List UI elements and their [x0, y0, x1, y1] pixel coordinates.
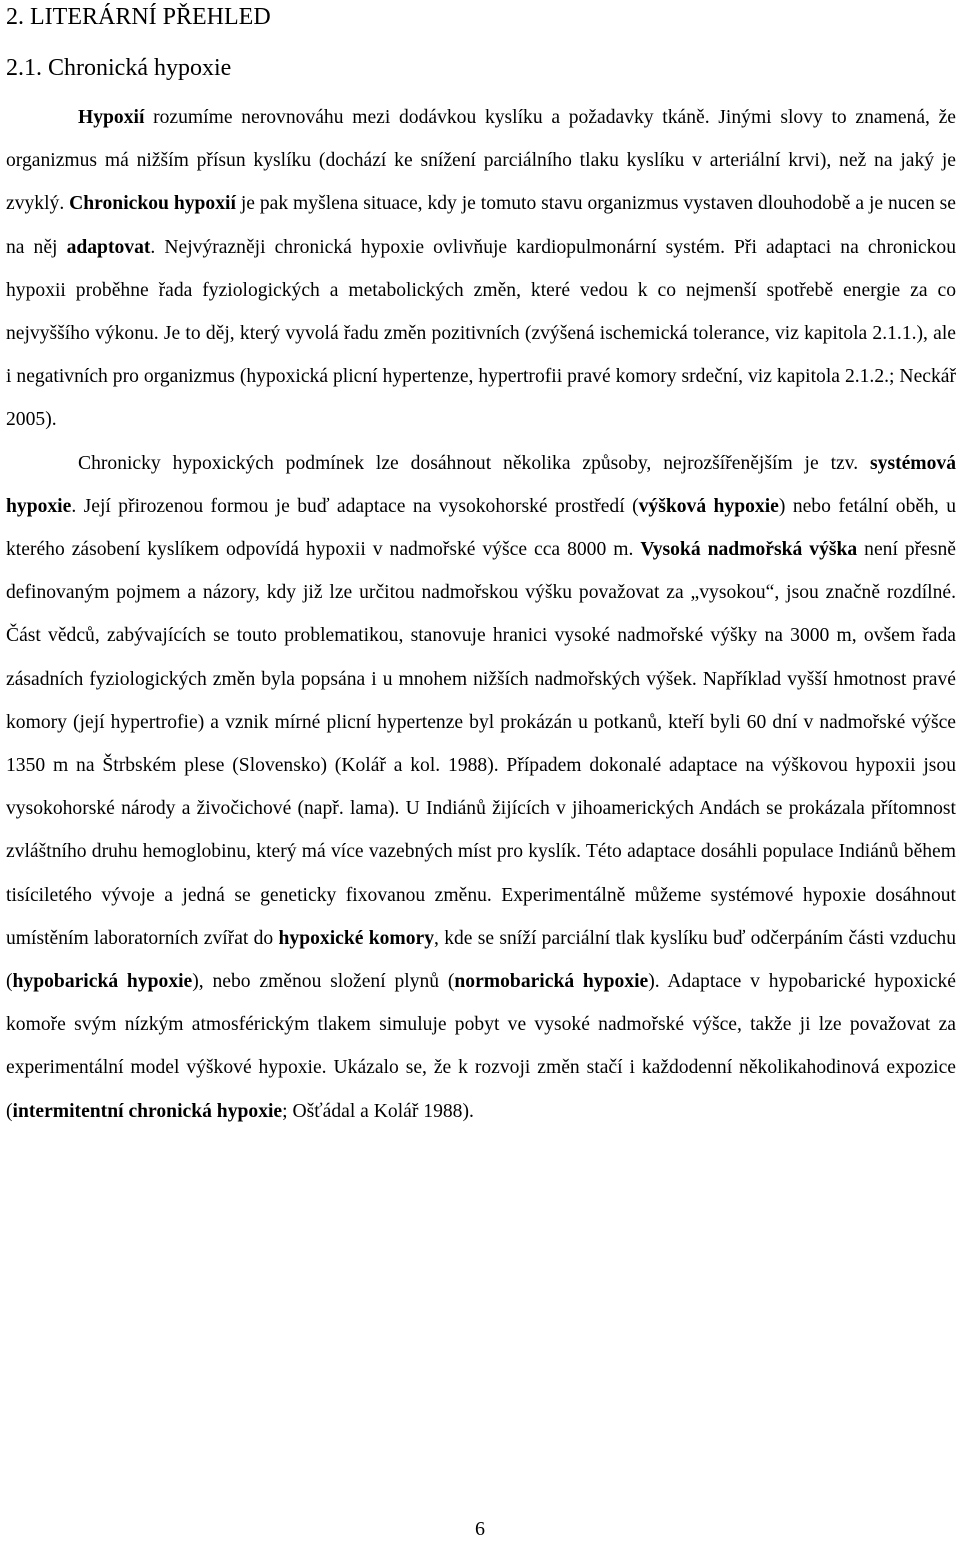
bold-term: normobarická hypoxie — [454, 971, 649, 993]
bold-term: hypoxické komory — [278, 927, 435, 949]
text-run: ). Adaptace v hypobarické hypoxické komoře svým nízkým atmosférickým tlakem simuluje pobyt ve vysoké nadmořské výšce, takže ji lze považovat za experimentální model výškové hypoxie. Ukázalo se, že k rozvoji změn stačí i každodenní několikahodinová expozice ( — [6, 971, 956, 1122]
text-run: , kde se sníží parciální tlak kyslíku buď odčerpáním části vzduchu ( — [6, 927, 957, 993]
paragraph-2 — [6, 442, 956, 1133]
text-run: ), nebo změnou složení plynů ( — [192, 971, 455, 993]
bold-term: intermitentní chronická hypoxie — [12, 1100, 283, 1122]
text-run: . Nejvýrazněji chronická hypoxie ovlivňuje kardiopulmonární systém. Při adaptaci na chronickou hypoxii proběhne řada fyziologických a metabolických změn, které vedou k co nejmenší spotřebě energie za co nejvyššího výkonu. Je to děj, který vyvolá řadu změn pozitivních (zvýšená ischemická tolerance, viz kapitola 2.1.1.), ale i negativních pro organizmus (hypoxická plicní hypertenze, hypertrofii pravé komory srdeční, viz kapitola 2.1.2.; Neckář 2005). — [6, 236, 956, 431]
page-number: 6 — [475, 1518, 485, 1540]
text-run: není přesně definovaným pojmem a názory, kdy již lze určitou nadmořskou výšku považovat za „vysokou“, jsou značně rozdílné. Část vědců, zabývajících se touto problematikou, stanovuje hranici vysoké nadmořské výšky na 3000 m, ovšem řada zásadních fyziologických změn byla popsána i u mnohem nižších nadmořských výšek. Například vyšší hmotnost pravé komory (její hypertrofie) a vznik mírné plicní hypertenze byl prokázán u potkanů, kteří byli 60 dní v nadmořské výšce 1350 m na Štrbském plese (Slovensko) (Kolář a kol. 1988). Případem dokonalé adaptace na výškovou hypoxii jsou vysokohorské národy a živočichové (např. lama). U Indiánů žijících v jihoamerických Andách se prokázala přítomnost zvláštního druhu hemoglobinu, který má více vazebných míst pro kyslík. Této adaptace dosáhli populace Indiánů během tisíciletého vývoje a jedná se geneticky fixovanou změnu. Experimentálně můžeme systémové hypoxie dosáhnout umístěním laboratorních zvířat do — [6, 539, 957, 949]
body-text — [6, 96, 956, 1133]
text-run: ) nebo fetální oběh, u kterého zásobení kyslíkem odpovídá hypoxii v nadmořské výšce cca 8000 m. — [6, 495, 956, 561]
section-heading: 2.1. Chronická hypoxie — [6, 55, 232, 81]
bold-term: adaptovat — [66, 236, 151, 258]
bold-term: Vysoká nadmořská výška — [640, 539, 858, 561]
text-run: ; Ošťádal a Kolář 1988). — [282, 1100, 474, 1122]
text-run: Chronicky hypoxických podmínek lze dosáhnout několika způsoby, nejrozšířenějším je tzv. — [78, 452, 871, 474]
text-run: . Její přirozenou formou je buď adaptace na vysokohorské prostředí ( — [71, 495, 639, 517]
bold-term: Hypoxií — [78, 107, 145, 128]
paragraph-1 — [6, 96, 956, 442]
chapter-heading: 2. LITERÁRNÍ PŘEHLED — [6, 4, 271, 30]
text-run: rozumíme nerovnováhu mezi dodávkou kyslíku a požadavky tkáně. Jinými slovy to znamená, že organizmus má nižším přísun kyslíku (dochází ke snížení parciálního tlaku kyslíku v arteriální krvi), než na jaký je zvyklý. — [6, 107, 956, 215]
bold-term: systémová hypoxie — [6, 452, 956, 517]
text-run: je pak myšlena situace, kdy je tomuto stavu organizmus vystaven dlouhodobě a je nucen se na něj — [6, 193, 957, 258]
bold-term: Chronickou hypoxií — [69, 193, 236, 215]
bold-term: výšková hypoxie — [638, 495, 779, 517]
bold-term: hypobarická hypoxie — [12, 971, 193, 993]
